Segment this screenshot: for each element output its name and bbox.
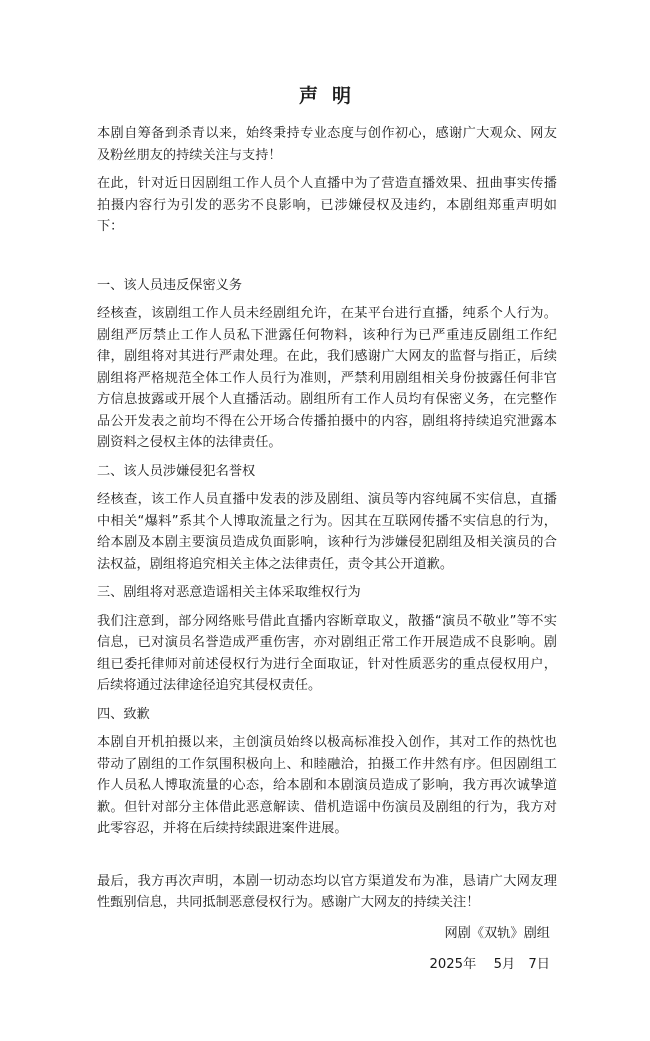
signature-date: 2025年 5月 7日 [429, 957, 550, 972]
statement-body [97, 123, 557, 914]
page-title: 声明 [298, 85, 365, 107]
section-heading-rights-protection: 三、剧组将对恶意造谣相关主体采取维权行为 [97, 585, 361, 600]
section-heading-reputation: 二、该人员涉嫌侵犯名誉权 [97, 463, 256, 479]
section-body-reputation: 经核查，该工作人员直播中发表的涉及剧组、演员等内容纯属不实信息，直播中相关“爆料”系其个人博取流量之行为。因其在互联网传播不实信息的行为，给本剧及本剧主要演员造成负面影响，该种行为涉嫌侵犯剧组及相关演员的合法权益，剧组将追究相关主体之法律责任，责令其公开道歉。 [97, 492, 557, 572]
signature-organization: 网剧《双轨》剧组 [444, 926, 550, 941]
section-heading-confidentiality: 一、该人员违反保密义务 [97, 277, 243, 293]
section-body-apology: 本剧自开机拍摄以来，主创演员始终以极高标准投入创作，其对工作的热忱也带动了剧组的工作氛围积极向上、和睦融洽，拍摄工作井然有序。但因剧组工作人员私人博取流量的心态，给本剧和本剧演员造成了影响，我方再次诚挚道歉。但针对部分主体借此恶意解读、借机造谣中伤演员及剧组的行为，我方对此零容忍，并将在后续持续跟进案件进展。 [97, 735, 557, 836]
intro-paragraph-2: 在此，针对近日因剧组工作人员个人直播中为了营造直播效果、扭曲事实传播拍摄内容行为引发的恶劣不良影响，已涉嫌侵权及违约，本剧组郑重声明如下： [97, 176, 557, 234]
section-body-rights-protection: 我们注意到，部分网络账号借此直播内容断章取义，散播“演员不敬业”等不实信息，已对演员名誉造成严重伤害，亦对剧组正常工作开展造成不良影响。剧组已委托律师对前述侵权行为进行全面取证，针对性质恶劣的重点侵权用户，后续将通过法律途径追究其侵权责任。 [97, 613, 557, 693]
section-heading-apology: 四、致歉 [97, 706, 150, 722]
closing-paragraph: 最后，我方再次声明，本剧一切动态均以官方渠道发布为准，恳请广大网友理性甄别信息，共同抵制恶意侵权行为。感谢广大网友的持续关注！ [97, 873, 557, 910]
intro-paragraph-1: 本剧自筹备到杀青以来，始终秉持专业态度与创作初心，感谢广大观众、网友及粉丝朋友的持续关注与支持！ [97, 126, 557, 163]
section-body-confidentiality: 经核查，该剧组工作人员未经剧组允许，在某平台进行直播，纯系个人行为。剧组严厉禁止工作人员私下泄露任何物料，该种行为已严重违反剧组工作纪律，剧组将对其进行严肃处理。在此，我们感谢广大网友的监督与指正，后续剧组将严格规范全体工作人员行为准则，严禁利用剧组相关身份披露任何非官方信息披露或开展个人直播活动。剧组所有工作人员均有保密义务，在完整作品公开发表之前均不得在公开场合传播拍摄中的内容，剧组将持续追究泄露本剧资料之侵权主体的法律责任。 [97, 306, 557, 450]
